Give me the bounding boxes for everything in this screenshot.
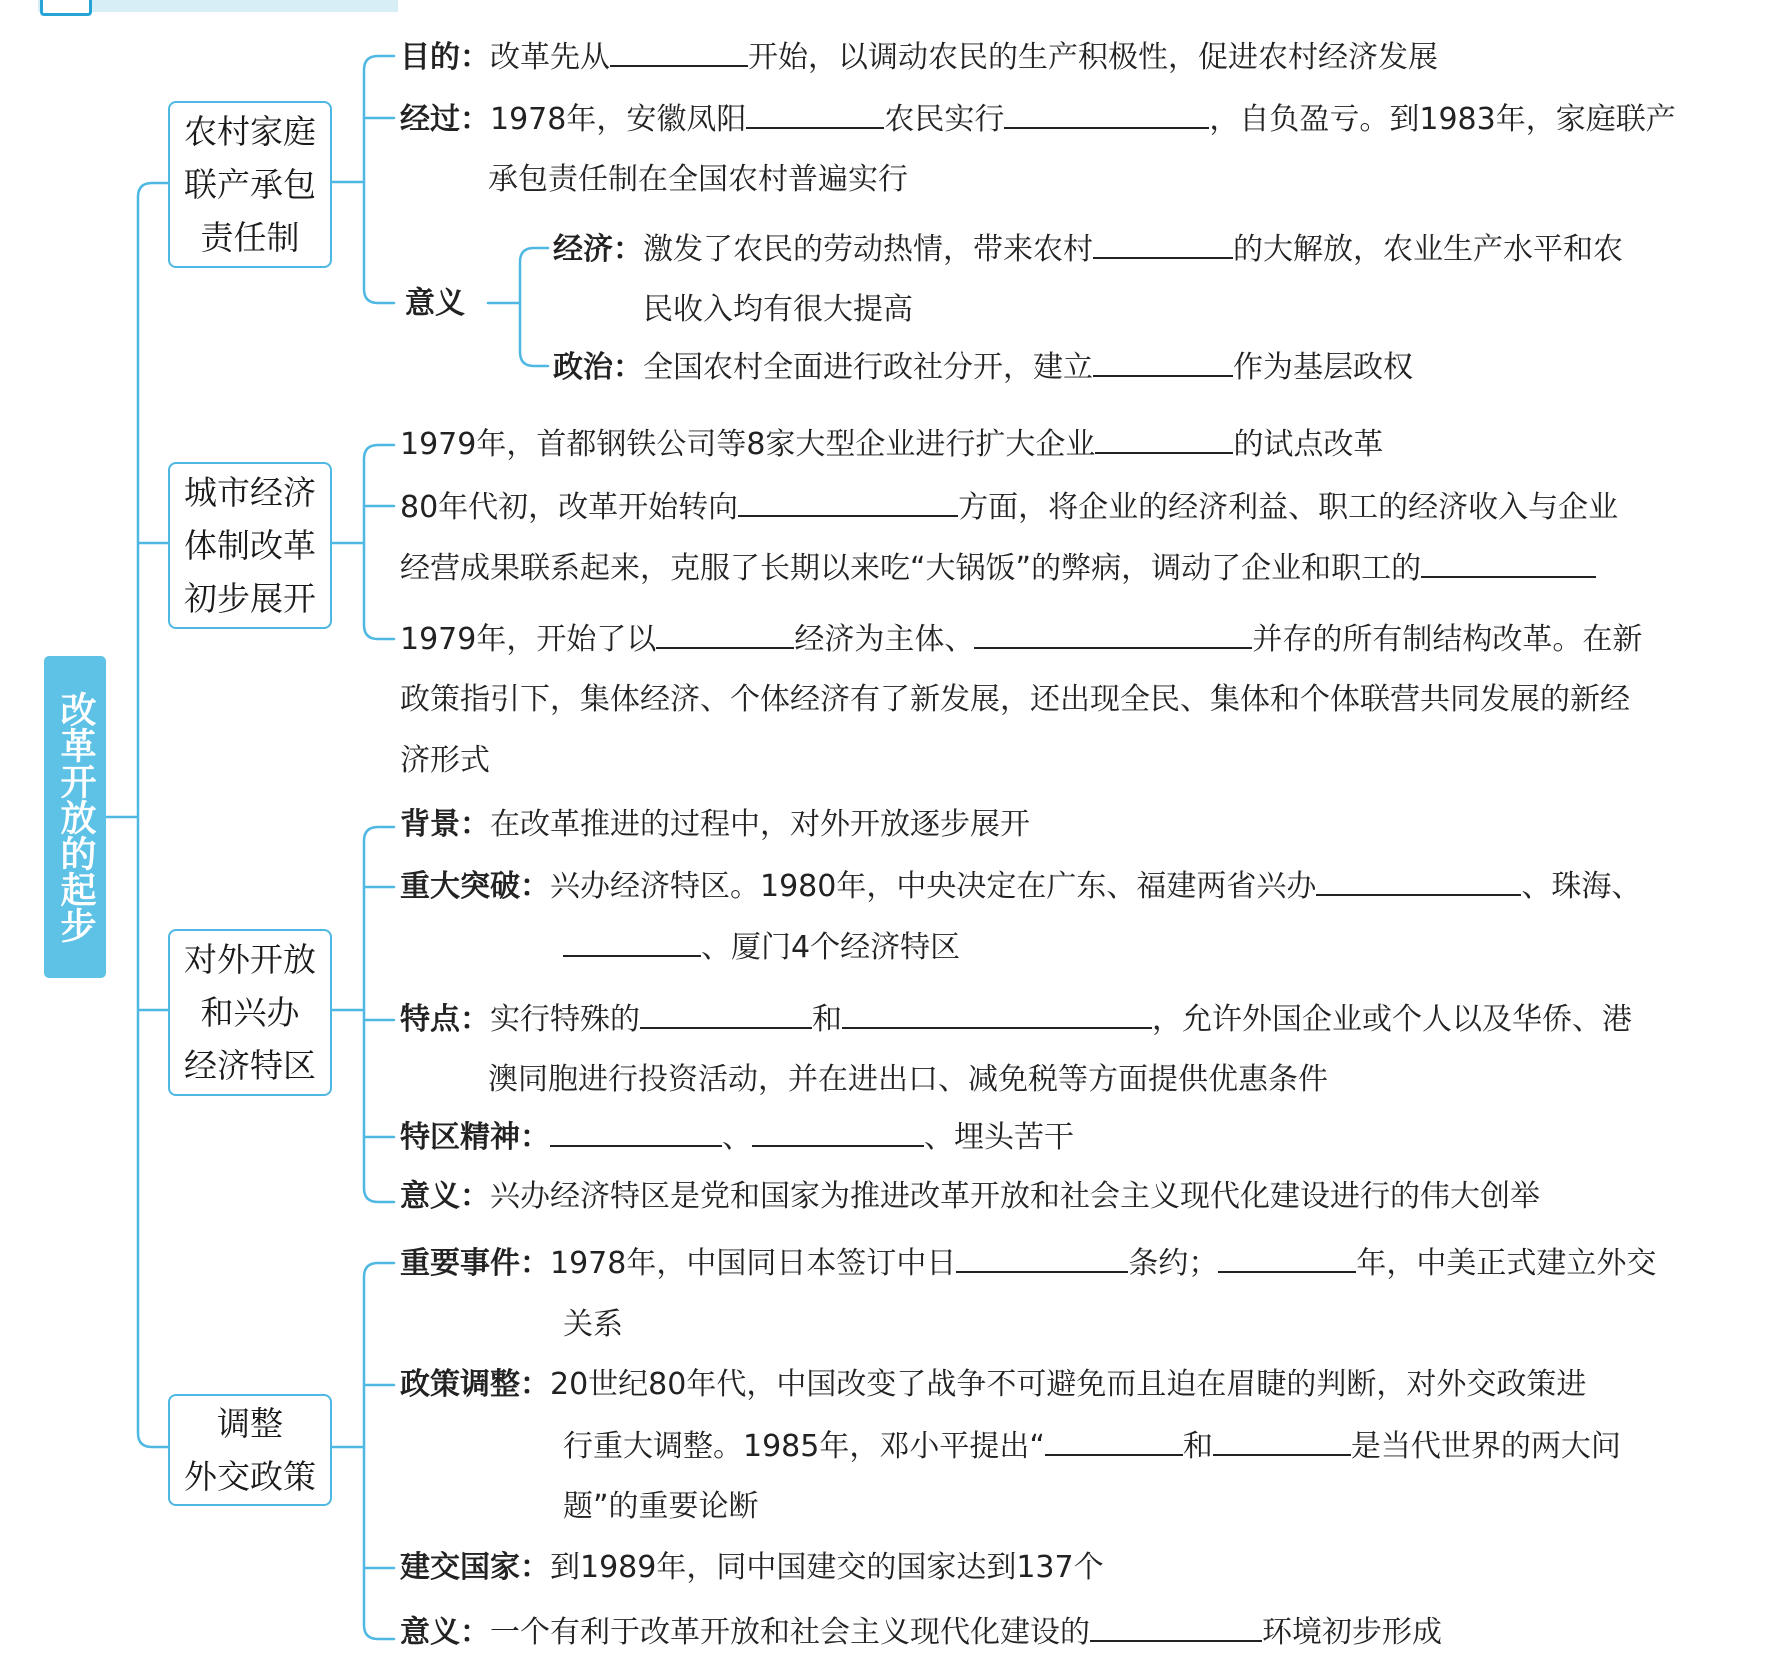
answer-blank[interactable]: [1093, 347, 1233, 377]
urban-line-3: [400, 619, 1642, 660]
text: ，允许外国企业或个人以及华侨、港: [1152, 1002, 1632, 1037]
text: 实行特殊的: [490, 1002, 640, 1037]
text: 农民实行: [884, 102, 1005, 137]
text: ，自负盈亏。到1983年，家庭联产: [1209, 102, 1676, 137]
answer-blank[interactable]: [752, 1117, 924, 1147]
spirit-label: 特区精神：: [400, 1120, 550, 1155]
urban-line-2: [400, 487, 1618, 528]
branch4-bracket: [330, 1263, 394, 1639]
economy-label: 经济：: [553, 232, 643, 267]
text: 的试点改革: [1233, 427, 1384, 462]
text: 改革先从: [490, 40, 610, 75]
background-line: [400, 805, 1030, 845]
text: 1979年，开始了以: [400, 622, 657, 657]
root-topic: 改革开放的起步: [44, 656, 106, 978]
urban-line-1: [400, 424, 1383, 465]
politics-label: 政治：: [553, 350, 643, 385]
urban-line-3-end: 济形式: [400, 743, 490, 778]
answer-blank[interactable]: [656, 619, 794, 649]
breakthrough-line-cont: [563, 927, 960, 968]
urban-line-3-cont: 政策指引下，集体经济、个体经济有了新发展，还出现全民、集体和个体联营共同发展的新经: [400, 682, 1630, 717]
purpose-label: 目的：: [400, 40, 490, 75]
branch-foreign-policy: [168, 1394, 332, 1506]
text: 、厦门4个经济特区: [701, 930, 961, 965]
text: 80年代初，改革开始转向: [400, 490, 739, 525]
events-line: [400, 1243, 1656, 1284]
answer-blank[interactable]: [1093, 229, 1233, 259]
economy-line-cont: 民收入均有很大提高: [643, 292, 913, 327]
answer-blank[interactable]: [640, 999, 812, 1029]
answer-blank[interactable]: [1095, 424, 1233, 454]
urban-line-2-cont: [400, 548, 1596, 589]
text: 、: [722, 1120, 752, 1155]
text: 的大解放，农业生产水平和农: [1233, 232, 1623, 267]
features-line-cont: 澳同胞进行投资活动，并在进出口、减免税等方面提供优惠条件: [488, 1062, 1328, 1097]
text: 条约；: [1128, 1246, 1219, 1281]
answer-blank[interactable]: [746, 99, 884, 129]
purpose-line: [400, 37, 1438, 78]
politics-line: [553, 347, 1413, 388]
process-label: 经过：: [400, 102, 490, 137]
text: 在改革推进的过程中，对外开放逐步展开: [490, 807, 1030, 842]
branch2-bracket: [330, 445, 394, 639]
branch-label-line: 经济特区: [184, 1046, 316, 1085]
policy-line-end: 题”的重要论断: [563, 1489, 759, 1524]
text: 20世纪80年代，中国改变了战争不可避免而且迫在眉睫的判断，对外交政策进: [550, 1367, 1587, 1402]
text: 经济为主体、: [794, 622, 975, 657]
text: 全国农村全面进行政社分开，建立: [643, 350, 1093, 385]
text: 并存的所有制结构改革。在新: [1252, 622, 1643, 657]
breakthrough-label: 重大突破：: [400, 869, 550, 904]
answer-blank[interactable]: [1045, 1426, 1183, 1456]
branch-label-line: 初步展开: [184, 579, 316, 618]
branch-label-line: 调整: [217, 1404, 283, 1443]
foreign-significance-line: [400, 1612, 1442, 1653]
branch-rural-reform: [168, 101, 332, 268]
spirit-line: [400, 1117, 1074, 1158]
features-line: [400, 999, 1632, 1040]
answer-blank[interactable]: [1004, 99, 1209, 129]
answer-blank[interactable]: [956, 1243, 1128, 1273]
process-line: [400, 99, 1676, 140]
text: 兴办经济特区是党和国家为推进改革开放和社会主义现代化建设进行的伟大创举: [490, 1179, 1540, 1214]
events-label: 重要事件：: [400, 1246, 550, 1281]
background-label: 背景：: [400, 807, 490, 842]
diplomacy-line: [400, 1548, 1104, 1588]
branch-label-line: 责任制: [200, 218, 300, 257]
text: 是当代世界的两大问: [1350, 1429, 1621, 1464]
zone-significance-label: 意义：: [400, 1179, 490, 1214]
answer-blank[interactable]: [563, 927, 701, 957]
text: 和: [1182, 1429, 1213, 1464]
policy-line: [400, 1365, 1586, 1405]
branch-label-line: 体制改革: [184, 526, 316, 565]
economy-line: [553, 229, 1623, 270]
policy-line-cont: [563, 1426, 1621, 1467]
branch-label-line: 农村家庭: [184, 112, 316, 151]
answer-blank[interactable]: [1090, 1612, 1262, 1642]
text: 1978年，中国同日本签订中日: [550, 1246, 957, 1281]
text: 经营成果联系起来，克服了长期以来吃“大锅饭”的弊病，调动了企业和职工的: [400, 551, 1422, 586]
text: 作为基层政权: [1233, 350, 1413, 385]
branch3-bracket: [330, 827, 394, 1202]
answer-blank[interactable]: [1421, 548, 1596, 578]
text: 1978年，安徽凤阳: [490, 102, 747, 137]
trunk-connector: [106, 183, 168, 1447]
events-line-cont: 关系: [563, 1307, 623, 1342]
text: 、珠海、: [1521, 869, 1642, 904]
features-label: 特点：: [400, 1002, 490, 1037]
answer-blank[interactable]: [1218, 1243, 1356, 1273]
text: 和: [812, 1002, 842, 1037]
significance-bracket: [488, 248, 548, 366]
branch-label-line: 城市经济: [184, 473, 316, 512]
branch1-bracket: [330, 56, 394, 303]
answer-blank[interactable]: [974, 619, 1252, 649]
text: 年，中美正式建立外交: [1356, 1246, 1657, 1281]
significance-label: 意义: [405, 286, 465, 321]
text: 激发了农民的劳动热情，带来农村: [643, 232, 1093, 267]
text: 环境初步形成: [1262, 1615, 1442, 1650]
text: 1979年，首都钢铁公司等8家大型企业进行扩大企业: [400, 427, 1096, 462]
text: 行重大调整。1985年，邓小平提出“: [563, 1429, 1045, 1464]
answer-blank[interactable]: [1316, 866, 1521, 896]
branch-opening-up: [168, 929, 332, 1096]
foreign-significance-label: 意义：: [400, 1615, 490, 1650]
text: 到1989年，同中国建交的国家达到137个: [550, 1550, 1104, 1585]
answer-blank[interactable]: [550, 1117, 722, 1147]
branch-label-line: 联产承包: [184, 165, 316, 204]
breakthrough-line: [400, 866, 1641, 907]
text: 、埋头苦干: [924, 1120, 1074, 1155]
branch-label-line: 外交政策: [184, 1457, 316, 1496]
branch-urban-reform: [168, 462, 332, 629]
diplomacy-label: 建交国家：: [400, 1550, 550, 1585]
text: 兴办经济特区。1980年，中央决定在广东、福建两省兴办: [550, 869, 1317, 904]
answer-blank[interactable]: [842, 999, 1152, 1029]
policy-label: 政策调整：: [400, 1367, 550, 1402]
zone-significance-line: [400, 1177, 1540, 1217]
branch-label-line: 对外开放: [184, 940, 316, 979]
text: 一个有利于改革开放和社会主义现代化建设的: [490, 1615, 1090, 1650]
text: 方面，将企业的经济利益、职工的经济收入与企业: [958, 490, 1619, 525]
answer-blank[interactable]: [738, 487, 958, 517]
answer-blank[interactable]: [610, 37, 748, 67]
text: 开始，以调动农民的生产积极性，促进农村经济发展: [748, 40, 1438, 75]
branch-label-line: 和兴办: [200, 993, 300, 1032]
process-line-cont: 承包责任制在全国农村普遍实行: [488, 162, 908, 197]
answer-blank[interactable]: [1213, 1426, 1351, 1456]
